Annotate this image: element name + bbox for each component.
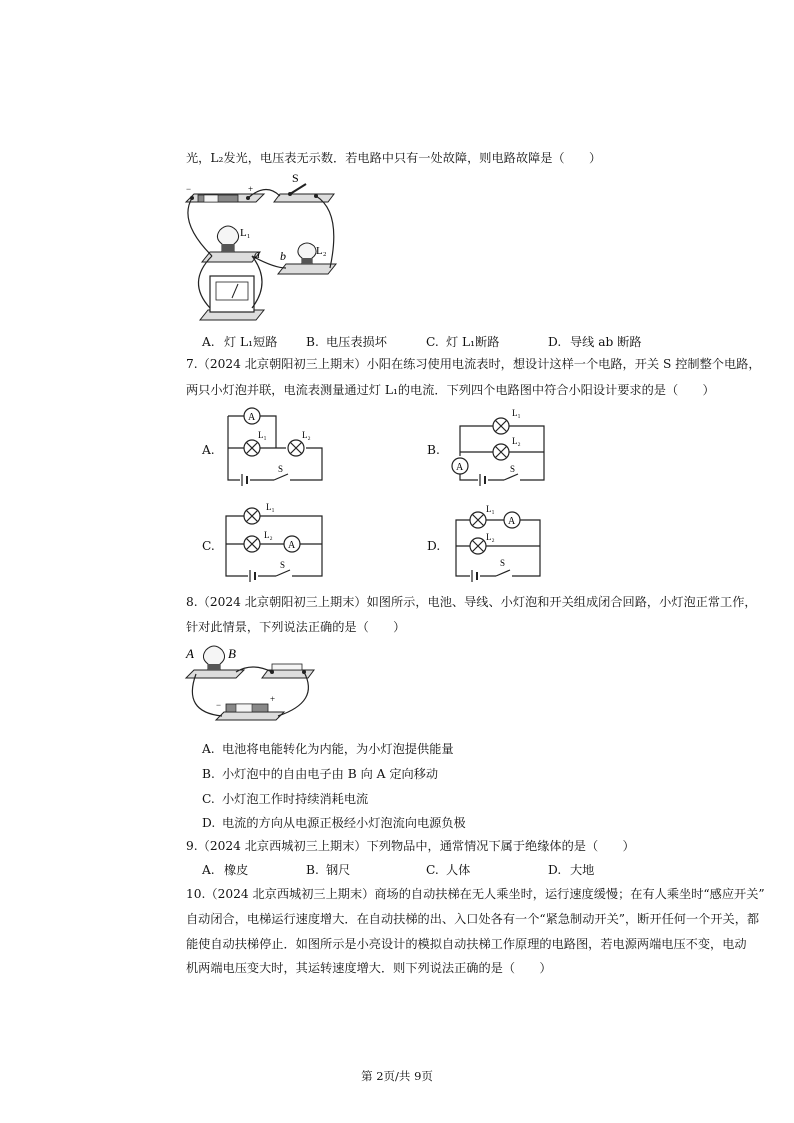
q6-switch-label: S [292, 171, 299, 185]
q9-option-b: 钢尺 [326, 863, 351, 877]
q8-point-A: A [186, 646, 194, 661]
q6-circuit-figure [182, 172, 342, 322]
q8-option-c: 小灯泡工作时持续消耗电流 [222, 792, 369, 806]
q8-stem-line2: 针对此情景，下列说法正确的是（ ） [186, 620, 406, 634]
q6-option-b-label: B. [306, 335, 319, 349]
q10-stem-line1 [186, 886, 765, 902]
svg-text:L₂: L₂ [486, 532, 495, 542]
q9-source: （2024 北京西城初三上期末） [197, 839, 367, 853]
q8-option-a-label: A. [202, 742, 215, 756]
q7-stem-1: 小阳在练习使用电流表时，想设计这样一个电路，开关 S 控制整个电路， [366, 357, 761, 371]
q8-stem-1: 如图所示，电池、导线、小灯泡和开关组成闭合回路，小灯泡正常工作， [366, 595, 757, 609]
q8-number: 8. [186, 595, 198, 609]
q10-source: （2024 北京西城初三上期末） [205, 887, 375, 901]
q7-stem-line1 [186, 356, 761, 372]
svg-text:S: S [500, 558, 506, 568]
q6-option-d: 导线 ab 断路 [570, 335, 642, 349]
q9-option-d-label: D. [548, 863, 562, 877]
q6-stem-tail: 光，L₂发光，电压表无示数．若电路中只有一处故障，则电路故障是（ ） [186, 151, 602, 165]
q8-option-b: 小灯泡中的自由电子由 B 向 A 定向移动 [222, 767, 439, 781]
q8-option-d-label: D. [202, 816, 216, 830]
q8-battery-base [216, 712, 284, 720]
q9-stem [186, 838, 635, 854]
svg-text:A: A [508, 516, 516, 527]
q9-option-d: 大地 [570, 863, 595, 877]
svg-text:A: A [248, 412, 256, 423]
q7-circuit-a [222, 404, 332, 484]
q10-stem-line2: 自动闭合，电梯运行速度增大．在自动扶梯的出、入口处各有一个“紧急制动开关”，断开任何一个开关，都 [186, 912, 760, 926]
q8-option-d: 电流的方向从电源正极经小灯泡流向电源负极 [222, 816, 466, 830]
q8-option-c-label: C. [202, 792, 215, 806]
q6-option-b: 电压表损坏 [326, 335, 387, 349]
q7-option-d-label: D. [427, 539, 441, 553]
q8-circuit-figure [182, 642, 322, 732]
q6-battery-plus: + [248, 184, 254, 194]
q8-stem-line1 [186, 594, 757, 610]
q7-circuit-d [450, 500, 550, 580]
svg-text:A: A [288, 540, 296, 551]
svg-text:L₁: L₁ [512, 408, 521, 418]
q8-option-a: 电池将电能转化为内能，为小灯泡提供能量 [222, 742, 454, 756]
q7-number: 7. [186, 357, 198, 371]
q6-lamp1-label: L₁ [240, 227, 251, 239]
q10-stem-line4: 机两端电压变大时，其运转速度增大．则下列说法正确的是（ ） [186, 961, 552, 975]
q9-stem-text: 下列物品中，通常情况下属于绝缘体的是（ ） [366, 839, 635, 853]
q6-switch-blade [290, 184, 306, 194]
q6-option-d-label: D. [548, 335, 562, 349]
q6-wire [188, 198, 212, 256]
q9-number: 9. [186, 839, 198, 853]
q6-option-c: 灯 L₁断路 [446, 335, 500, 349]
q10-stem-1: 商场的自动扶梯在无人乘坐时，运行速度缓慢；在有人乘坐时“感应开关” [374, 887, 765, 901]
svg-text:A: A [456, 462, 464, 473]
q6-option-a: 灯 L₁短路 [224, 335, 278, 349]
q10-number: 10. [186, 887, 206, 901]
svg-text:L₂: L₂ [264, 530, 273, 540]
q8-wire [278, 672, 308, 716]
q9-option-c: 人体 [446, 863, 471, 877]
svg-text:S: S [280, 560, 286, 570]
svg-text:L₁: L₁ [258, 430, 267, 440]
q9-option-a: 橡皮 [224, 863, 249, 877]
page-number-footer: 第 2页/共 9页 [361, 1069, 433, 1083]
q8-option-b-label: B. [202, 767, 215, 781]
q8-point-B: B [228, 646, 236, 661]
svg-text:L₂: L₂ [302, 430, 311, 440]
q9-option-b-label: B. [306, 863, 319, 877]
q6-battery-minus: − [186, 184, 192, 194]
q8-battery-minus: − [216, 700, 222, 710]
q7-option-b-label: B. [427, 443, 440, 457]
q8-battery-plus: + [270, 694, 276, 704]
q7-source: （2024 北京朝阳初三上期末） [197, 357, 367, 371]
q9-option-a-label: A. [202, 863, 215, 877]
q9-option-c-label: C. [426, 863, 439, 877]
svg-text:S: S [278, 464, 284, 474]
q7-circuit-b [450, 404, 550, 484]
q7-circuit-c [222, 500, 332, 580]
q8-source: （2024 北京朝阳初三上期末） [197, 595, 367, 609]
q7-stem-line2: 两只小灯泡并联，电流表测量通过灯 L₁的电流．下列四个电路图中符合小阳设计要求的是（ ） [186, 383, 715, 397]
q6-point-a: a [254, 247, 260, 261]
svg-text:L₂: L₂ [512, 436, 521, 446]
svg-text:L₁: L₁ [266, 502, 275, 512]
q6-option-c-label: C. [426, 335, 439, 349]
q6-lamp2-base [278, 264, 336, 274]
q7-option-a-label: A. [202, 443, 215, 457]
q10-stem-line3: 能使自动扶梯停止．如图所示是小亮设计的模拟自动扶梯工作原理的电路图，若电源两端电压不变，电动 [186, 937, 747, 951]
q6-point-b: b [280, 249, 286, 263]
q6-option-a-label: A. [202, 335, 215, 349]
svg-text:L₁: L₁ [486, 504, 495, 514]
q6-lamp2-label: L₂ [316, 245, 327, 257]
q6-switch-base [274, 194, 334, 202]
svg-text:S: S [510, 464, 516, 474]
q7-option-c-label: C. [202, 539, 215, 553]
q6-wire [316, 196, 334, 268]
